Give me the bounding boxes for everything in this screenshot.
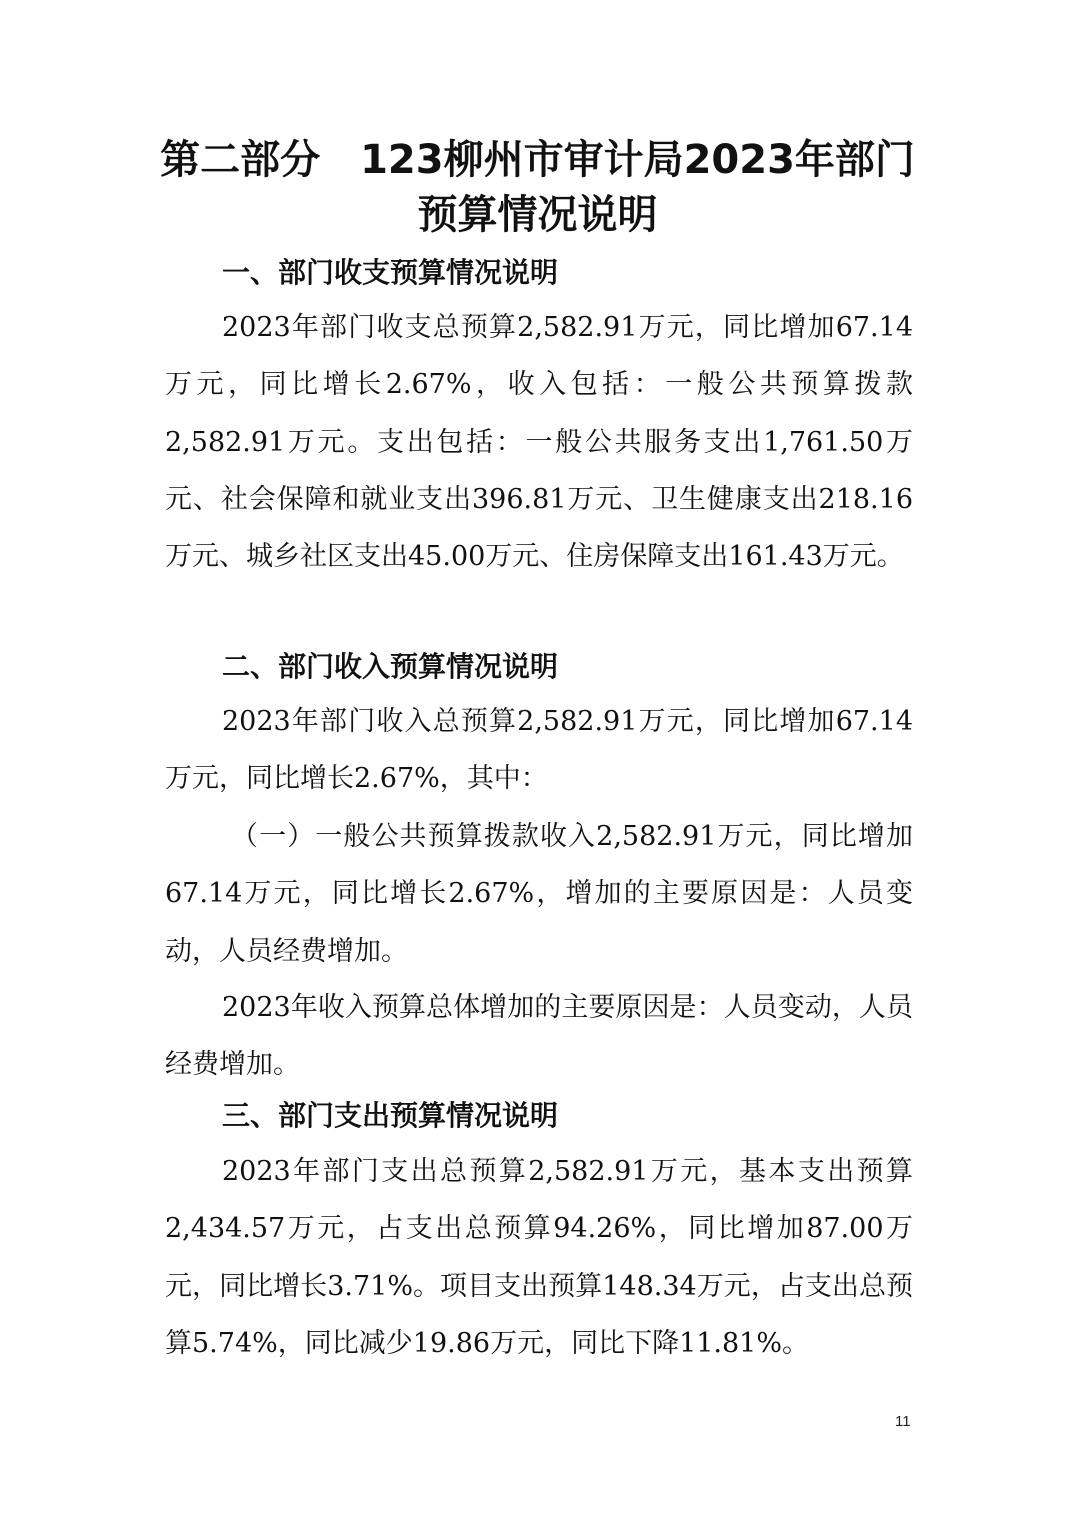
section-3-paragraph: 2023年部门支出总预算2,582.91万元，基本支出预算2,434.57万元，占支出总预算94.26%，同比增加87.00万元，同比增长3.71%。项目支出预算148.34万元，占支出总预算5.74%，同比减少19.86万元，同比下降11.81%。 xyxy=(165,1156,913,1359)
page-title-line-2: 预算情况说明 xyxy=(417,192,658,238)
section-2-paragraph-2: （一）一般公共预算拨款收入2,582.91万元，同比增加67.14万元，同比增长2.67%，增加的主要原因是：人员变动，人员经费增加。 xyxy=(165,821,913,967)
section-2-paragraph-1: 2023年部门收入总预算2,582.91万元，同比增加67.14万元，同比增长2.67%，其中： xyxy=(165,706,913,795)
section-2-paragraph-3: 2023年收入预算总体增加的主要原因是：人员变动，人员经费增加。 xyxy=(165,992,913,1081)
page-number: 11 xyxy=(895,1413,911,1430)
section-heading-2: 二、部门收入预算情况说明 xyxy=(222,650,559,683)
page-title-line-1: 第二部分 123柳州市审计局2023年部门 xyxy=(160,137,915,183)
section-1-paragraph: 2023年部门收支总预算2,582.91万元，同比增加67.14万元，同比增长2.67%，收入包括：一般公共预算拨款2,582.91万元。支出包括：一般公共服务支出1,761.50万元、社会保障和就业支出396.81万元、卫生健康支出218.16万元、城乡社区支出45.00万元、住房保障支出161.43万元。 xyxy=(165,312,913,573)
section-heading-1: 一、部门收支预算情况说明 xyxy=(222,256,559,289)
section-heading-3: 三、部门支出预算情况说明 xyxy=(222,1099,559,1132)
